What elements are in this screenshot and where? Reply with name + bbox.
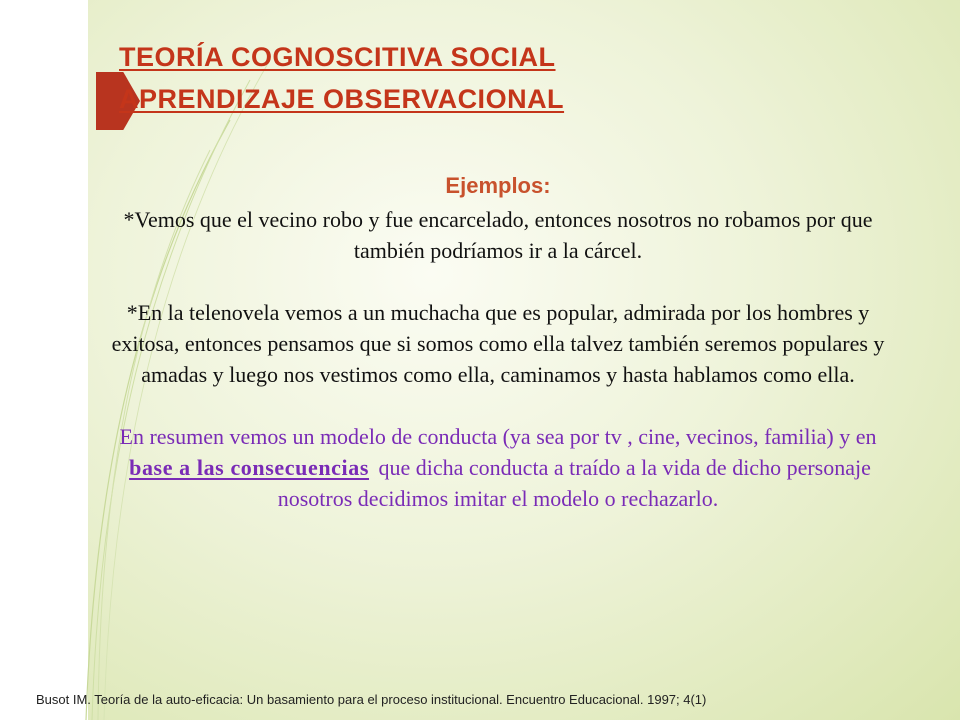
example-2: *En la telenovela vemos a un muchacha que es popular, admirada por los hombres y exitosa, entonces pensamos que si somos como ella talvez también seremos populares y amadas y luego nos vestimos como ella, caminamos y hasta hablamos como ella. <box>111 300 885 387</box>
citation-footer: Busot IM. Teoría de la auto-eficacia: Un basamiento para el proceso institucional. Encuentro Educacional. 1997; 4(1) <box>36 692 707 707</box>
summary-paragraph <box>108 421 888 514</box>
examples-heading: Ejemplos: <box>445 173 551 198</box>
slide-title <box>119 36 564 120</box>
slide-content <box>108 168 888 514</box>
summary-text-after: que dicha conducta a traído a la vida de dicho personaje nosotros decidimos imitar el modelo o rechazarlo. <box>277 455 871 511</box>
example-1: *Vemos que el vecino robo y fue encarcelado, entonces nosotros no robamos por que también podríamos ir a la cárcel. <box>123 207 873 263</box>
left-margin-strip <box>0 0 88 720</box>
summary-emphasis: base a las consecuencias <box>129 455 370 480</box>
summary-text-before: En resumen vemos un modelo de conducta (ya sea por tv , cine, vecinos, familia) y en <box>119 424 877 449</box>
title-line-2: APRENDIZAJE OBSERVACIONAL <box>119 84 565 114</box>
title-line-1: TEORÍA COGNOSCITIVA SOCIAL <box>119 42 556 72</box>
